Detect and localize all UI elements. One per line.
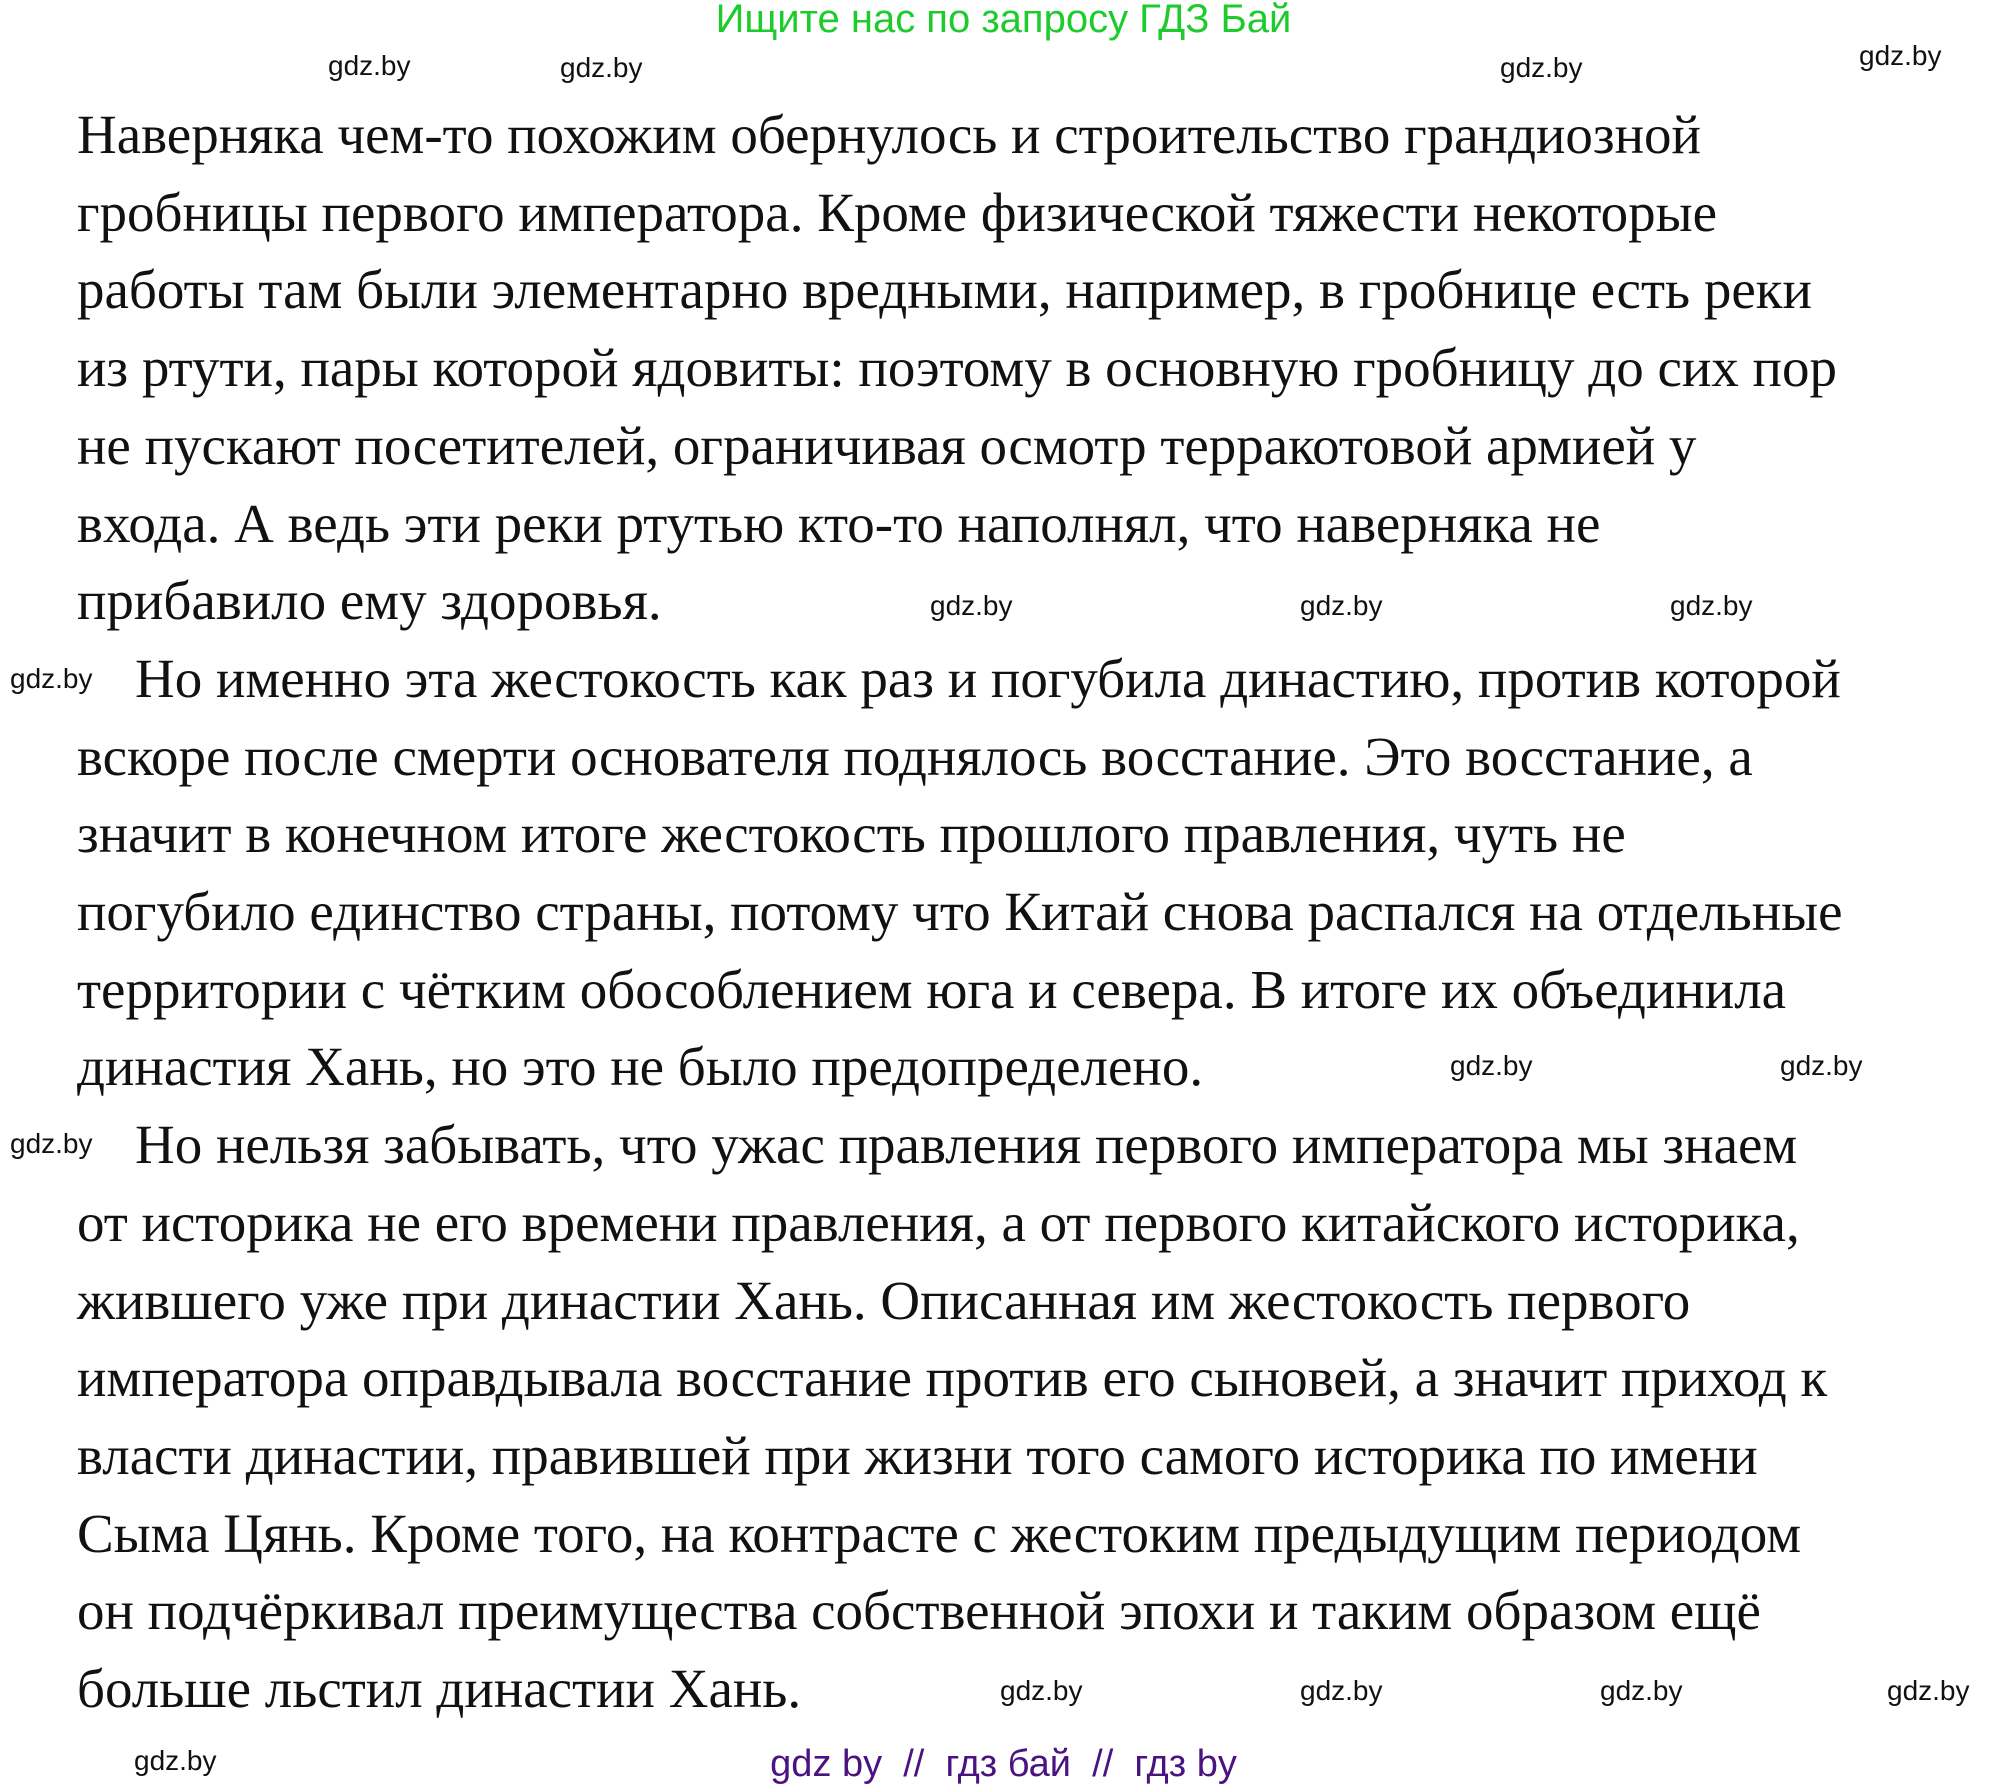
text-line: входа. А ведь эти реки ртутью кто-то наполнял, что наверняка не: [77, 492, 1601, 554]
paragraph-2: [77, 640, 1977, 1106]
watermark: gdz.by: [1600, 1675, 1683, 1706]
text-line: Но именно эта жестокость как раз и погубила династию, против которой: [135, 647, 1841, 709]
paragraph-3: [77, 1106, 1977, 1728]
text-line: власти династии, правившей при жизни того самого историка по имени: [77, 1424, 1758, 1486]
text-line: территории с чётким обособлением юга и севера. В итоге их объединила: [77, 958, 1787, 1020]
text-line: не пускают посетителей, ограничивая осмотр терракотовой армией у: [77, 414, 1697, 476]
search-banner: Ищите нас по запросу ГДЗ Бай: [715, 0, 1292, 41]
watermark: gdz.by: [560, 52, 643, 83]
text-line: из ртути, пары которой ядовиты: поэтому в основную гробницу до сих пор: [77, 337, 1837, 399]
text-line: гробницы первого императора. Кроме физической тяжести некоторые: [77, 181, 1718, 243]
text-line: значит в конечном итоге жестокость прошлого правления, чуть не: [77, 803, 1626, 865]
watermark: gdz.by: [1000, 1675, 1083, 1706]
watermark: gdz.by: [1887, 1675, 1970, 1706]
watermark: gdz.by: [930, 590, 1013, 621]
text-line: императора оправдывала восстание против его сыновей, а значит приход к: [77, 1347, 1828, 1409]
watermark: gdz.by: [1300, 590, 1383, 621]
document-body: [77, 96, 1977, 1728]
watermark: gdz.by: [134, 1745, 217, 1776]
text-line: он подчёркивал преимущества собственной эпохи и таким образом ещё: [77, 1580, 1761, 1642]
watermark: gdz.by: [10, 663, 93, 694]
text-line: династия Хань, но это не было предопределено.: [77, 1036, 1204, 1098]
watermark: gdz.by: [1300, 1675, 1383, 1706]
text-line: Сыма Цянь. Кроме того, на контрасте с жестоким предыдущим периодом: [77, 1502, 1802, 1564]
text-line: Наверняка чем-то похожим обернулось и строительство грандиозной: [77, 104, 1701, 165]
watermark: gdz.by: [10, 1128, 93, 1159]
text-line: прибавило ему здоровья.: [77, 570, 662, 632]
watermark: gdz.by: [1859, 40, 1942, 71]
watermark: gdz.by: [1780, 1050, 1863, 1081]
watermark: gdz.by: [1450, 1050, 1533, 1081]
text-line: вскоре после смерти основателя поднялось восстание. Это восстание, а: [77, 725, 1753, 787]
watermark: gdz.by: [328, 50, 411, 81]
text-line: работы там были элементарно вредными, например, в гробнице есть реки: [77, 259, 1812, 321]
text-line: жившего уже при династии Хань. Описанная им жестокость первого: [77, 1269, 1691, 1331]
paragraph-1: [77, 96, 1977, 640]
text-line: больше льстил династии Хань.: [77, 1658, 802, 1720]
text-line: от историка не его времени правления, а от первого китайского историка,: [77, 1191, 1800, 1253]
text-line: Но нельзя забывать, что ужас правления первого императора мы знаем: [135, 1114, 1798, 1176]
text-line: погубило единство страны, потому что Китай снова распался на отдельные: [77, 881, 1843, 943]
footer-watermark: gdz by // гдз бай // гдз by: [770, 1743, 1237, 1785]
watermark: gdz.by: [1670, 590, 1753, 621]
watermark: gdz.by: [1500, 52, 1583, 83]
